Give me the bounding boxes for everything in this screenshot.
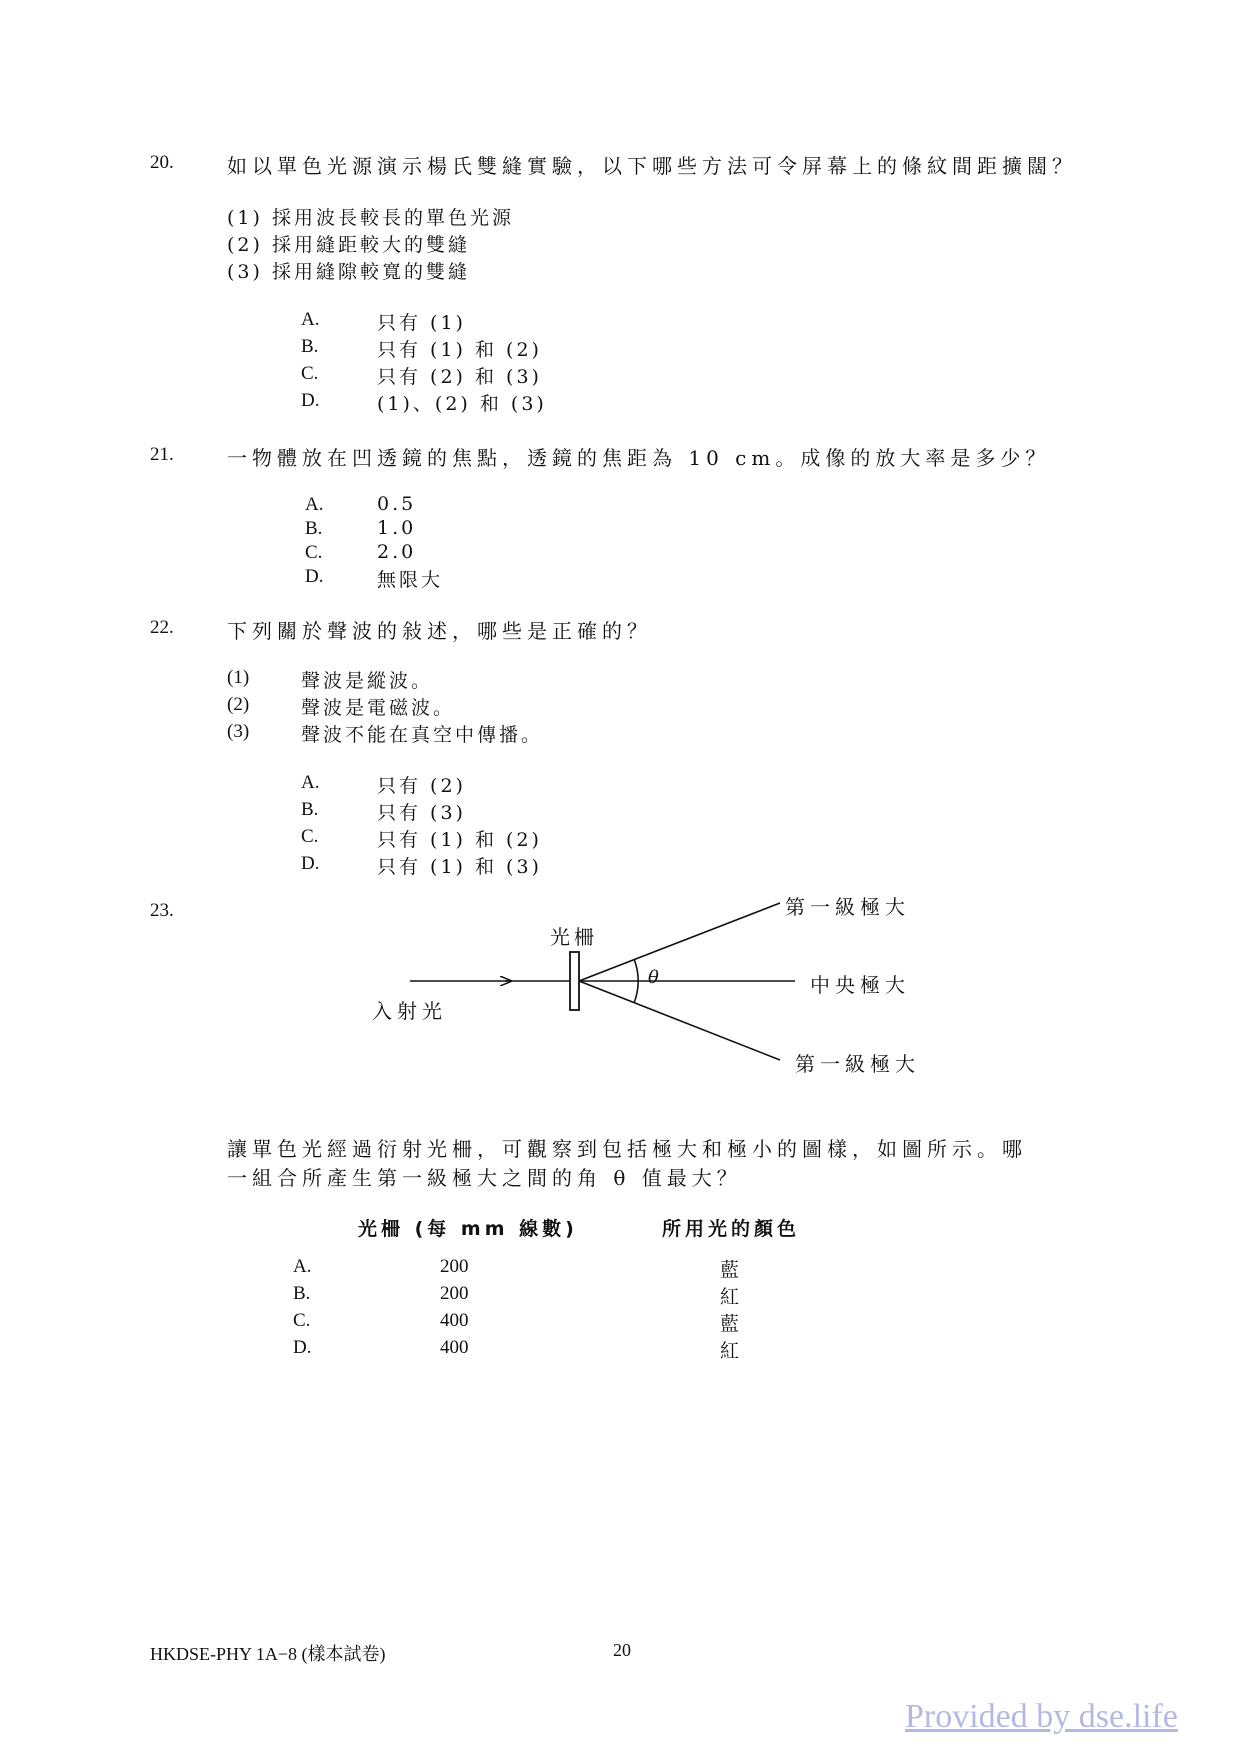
incident-light-label: 入射光 [372,999,447,1023]
q20-option-b-letter: B. [301,336,319,357]
q22-option-d-letter: D. [301,853,320,874]
footer-page-number: 20 [613,1640,631,1660]
q22-option-a-letter: A. [301,772,320,793]
q23-row-b-lines: 200 [440,1283,469,1304]
q23-row-d-letter: D. [293,1337,312,1358]
first-max-bottom-label: 第一級極大 [795,1052,920,1076]
first-order-ray-bottom [579,981,780,1060]
q20-stem: 如以單色光源演示楊氏雙縫實驗，以下哪些方法可令屏幕上的條紋間距擴闊？ [227,154,1077,178]
footer-exam-code: HKDSE-PHY 1A−8 (樣本試卷) [150,1644,386,1664]
q21-option-d-letter: D. [305,566,324,587]
grating [570,952,579,1010]
q21-number: 21. [150,444,174,465]
q23-row-a-color: 藍 [720,1259,743,1281]
q23-row-c-letter: C. [293,1310,311,1331]
q23-row-b-letter: B. [293,1283,311,1304]
table-header-grating: 光柵 (每 mm 線數) [358,1218,578,1240]
q20-option-d-text: (1)、(2) 和 (3) [377,393,547,415]
q23-row-d-lines: 400 [440,1337,469,1358]
q23-row-b-color: 紅 [720,1286,743,1308]
q20-statement-2: (2) 採用縫距較大的雙縫 [227,234,470,256]
q22-option-c-letter: C. [301,826,319,847]
q21-option-d-text: 無限大 [377,569,444,591]
q21-option-b-text: 1.0 [377,517,417,539]
q20-option-c-letter: C. [301,363,319,384]
q20-option-b-text: 只有 (1) 和 (2) [377,339,542,361]
q22-statement-1-text: 聲波是縱波。 [301,670,434,692]
q21-option-c-text: 2.0 [377,541,417,563]
grating-label: 光柵 [550,925,598,949]
q22-statement-1-number: (1) [227,667,250,688]
q21-option-b-letter: B. [305,518,323,539]
q23-stem-line-1: 讓單色光經過衍射光柵，可觀察到包括極大和極小的圖樣，如圖所示。哪 [227,1137,1027,1161]
q20-option-a-text: 只有 (1) [377,312,466,334]
q20-option-a-letter: A. [301,309,320,330]
q20-statement-1: (1) 採用波長較長的單色光源 [227,207,514,229]
q23-row-c-lines: 400 [440,1310,469,1331]
watermark-link[interactable]: Provided by dse.life [905,1698,1178,1735]
q22-stem: 下列關於聲波的敍述，哪些是正確的？ [227,619,652,643]
q20-option-d-letter: D. [301,390,320,411]
q22-statement-2-number: (2) [227,694,250,715]
q22-statement-3-text: 聲波不能在真空中傳播。 [301,724,544,746]
q22-number: 22. [150,617,174,638]
q22-statement-3-number: (3) [227,721,250,742]
q21-stem: 一物體放在凹透鏡的焦點，透鏡的焦距為 10 cm。成像的放大率是多少？ [227,446,1051,470]
theta-label: θ [648,967,659,988]
q22-option-b-text: 只有 (3) [377,802,466,824]
q23-row-a-lines: 200 [440,1256,469,1277]
q20-number: 20. [150,152,174,173]
q23-row-a-letter: A. [293,1256,312,1277]
q22-option-d-text: 只有 (1) 和 (3) [377,856,542,878]
q22-option-b-letter: B. [301,799,319,820]
q21-option-a-letter: A. [305,494,324,515]
q22-option-c-text: 只有 (1) 和 (2) [377,829,542,851]
q20-statement-3: (3) 採用縫隙較寬的雙縫 [227,261,470,283]
q23-stem-line-2: 一組合所產生第一級極大之間的角 θ 值最大？ [227,1166,742,1190]
q23-row-c-color: 藍 [720,1313,743,1335]
first-max-top-label: 第一級極大 [785,895,910,919]
q23-number: 23. [150,900,174,921]
table-header-color: 所用光的顏色 [662,1218,801,1240]
q22-option-a-text: 只有 (2) [377,775,466,797]
first-order-ray-top [579,903,780,981]
q23-row-d-color: 紅 [720,1340,743,1362]
q22-statement-2-text: 聲波是電磁波。 [301,697,456,719]
q21-option-c-letter: C. [305,542,323,563]
central-max-label: 中央極大 [810,973,910,997]
q21-option-a-text: 0.5 [377,493,417,515]
q20-option-c-text: 只有 (2) 和 (3) [377,366,542,388]
